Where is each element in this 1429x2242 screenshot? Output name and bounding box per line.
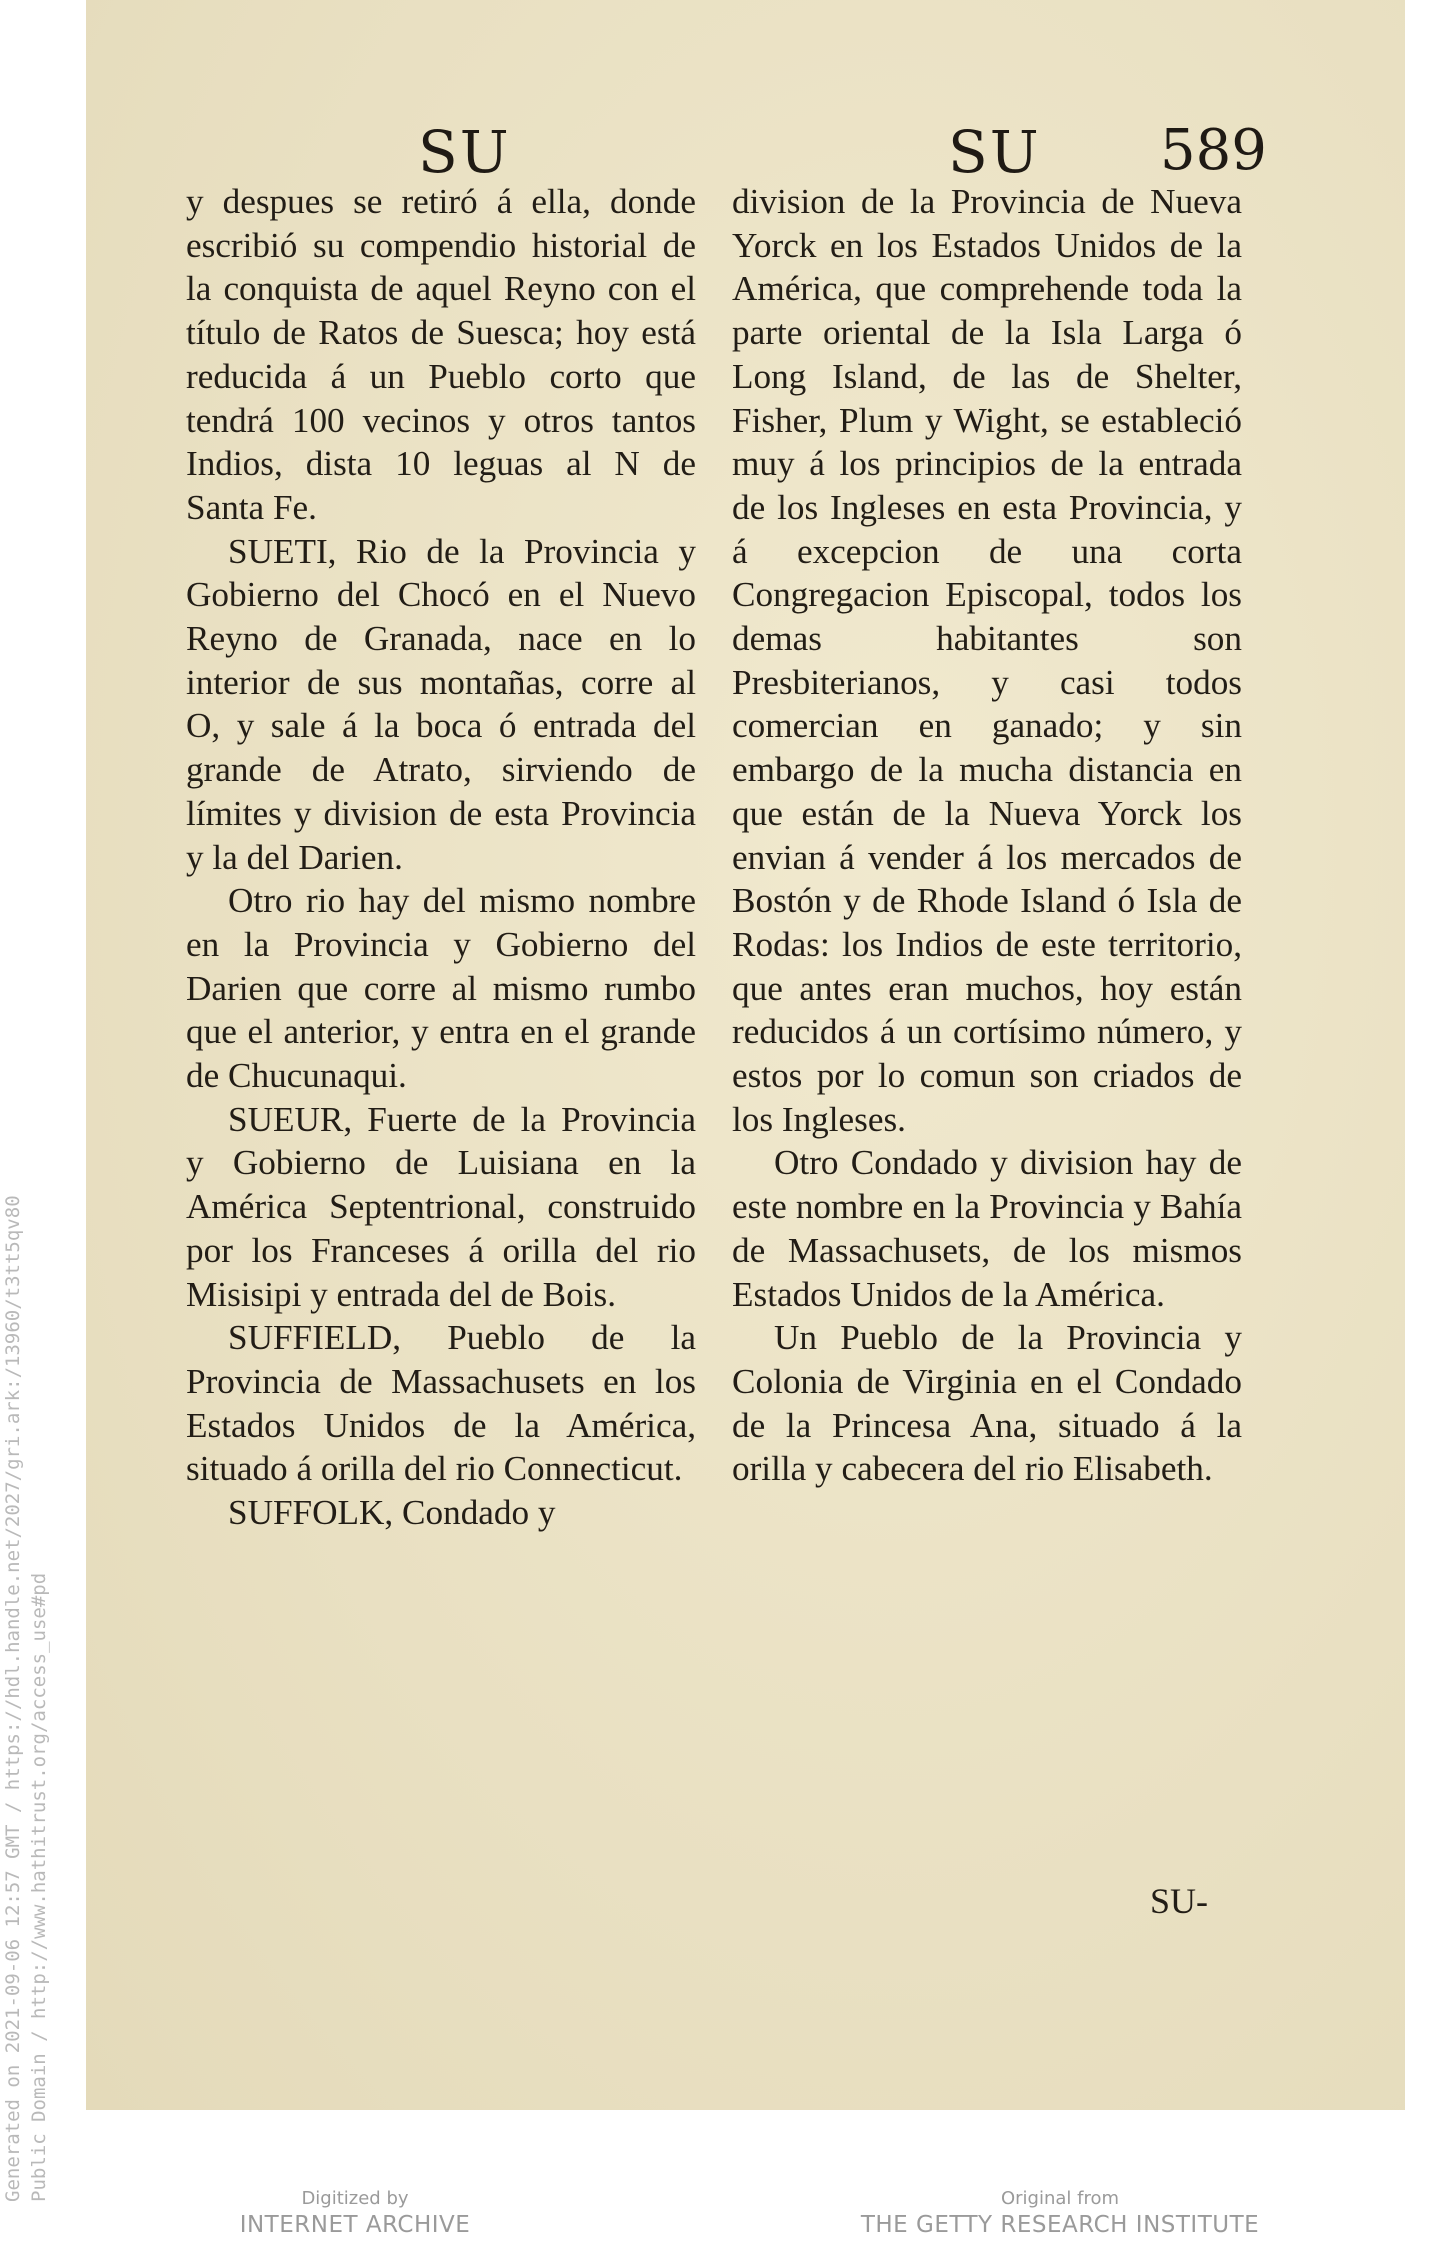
stamp-line-generated: Generated on 2021-09-06 12:57 GMT / https://hdl.handle.net/2027/gri.ark:/13960/t3tt5qv80	[2, 1195, 24, 2202]
catchword: SU-	[1150, 1881, 1209, 1921]
stamp-line-public-domain: Public Domain / http://www.hathitrust.org/access_use#pd	[28, 1572, 50, 2202]
right-column	[732, 180, 1242, 1491]
entry-un-pueblo: Un Pueblo de la Provincia y Colonia de Virginia en el Condado de la Princesa Ana, situado á la orilla y cabecera del rio Elisabeth.	[732, 1318, 1242, 1489]
paragraph: y despues se retiró á ella, donde escribió su compendio historial de la conquista de aquel Reyno con el título de Ratos de Suesca; hoy está reducida á un Pueblo corto que tendrá 100 vecinos y otros tantos Indios, dista 10 leguas al N de Santa Fe.	[186, 182, 696, 527]
paragraph: division de la Provincia de Nueva Yorck en los Estados Unidos de la América, que comprehende toda la parte oriental de la Isla Larga ó Long Island, de las de Shelter, Fisher, Plum y Wight, se estableció muy á los principios de la entrada de los Ingleses en esta Provincia, y á excepcion de una corta Congregacion Episcopal, todos los demas habitantes son Presbiterianos, y casi todos comercian en ganado; y sin embargo de la mucha distancia en que están de la Nueva Yorck los envian á vender á los mercados de Bostón y de Rhode Island ó Isla de Rodas: los Indios de este territorio, que antes eran muchos, hoy están reducidos á un cortísimo número, y estos por lo comun son criados de los Ingleses.	[732, 182, 1242, 1139]
entry-suffolk: SUFFOLK, Condado y	[228, 1493, 556, 1533]
footer-internet-archive: INTERNET ARCHIVE	[239, 2212, 471, 2238]
entry-otro-rio: Otro rio hay del mismo nombre en la Provincia y Gobierno del Darien que corre al mismo rumbo que el anterior, y entra en el grande de Chucunaqui.	[186, 881, 696, 1096]
page-edge	[1405, 0, 1429, 2110]
footer-digitized-label: Digitized by	[301, 2188, 409, 2209]
running-head-right: SU	[948, 118, 1041, 186]
entry-suffield: SUFFIELD, Pueblo de la Provincia de Massachusets en los Estados Unidos de la América, situado á orilla del rio Connecticut.	[186, 1318, 696, 1489]
entry-sueti: SUETI, Rio de la Provincia y Gobierno del Chocó en el Nuevo Reyno de Granada, nace en lo interior de sus montañas, corre al O, y sale á la boca ó entrada del grande de Atrato, sirviendo de límites y division de esta Provincia y la del Darien.	[186, 531, 696, 877]
entry-sueur: SUEUR, Fuerte de la Provincia y Gobierno de Luisiana en la América Septentrional, construido por los Franceses á orilla del rio Misisipi y entrada del de Bois.	[186, 1099, 696, 1314]
entry-otro-condado: Otro Condado y division hay de este nombre en la Provincia y Bahía de Massachusets, de los mismos Estados Unidos de la América.	[732, 1143, 1242, 1314]
footer-original-label: Original from	[1000, 2188, 1120, 2209]
page-number: 589	[1160, 118, 1267, 183]
footer-digitized-by	[230, 2188, 480, 2240]
left-column	[186, 180, 696, 1535]
running-head-left: SU	[418, 118, 511, 186]
footer-original-from	[860, 2188, 1260, 2240]
generated-stamp	[0, 0, 60, 2242]
footer-getty: THE GETTY RESEARCH INSTITUTE	[860, 2212, 1260, 2238]
